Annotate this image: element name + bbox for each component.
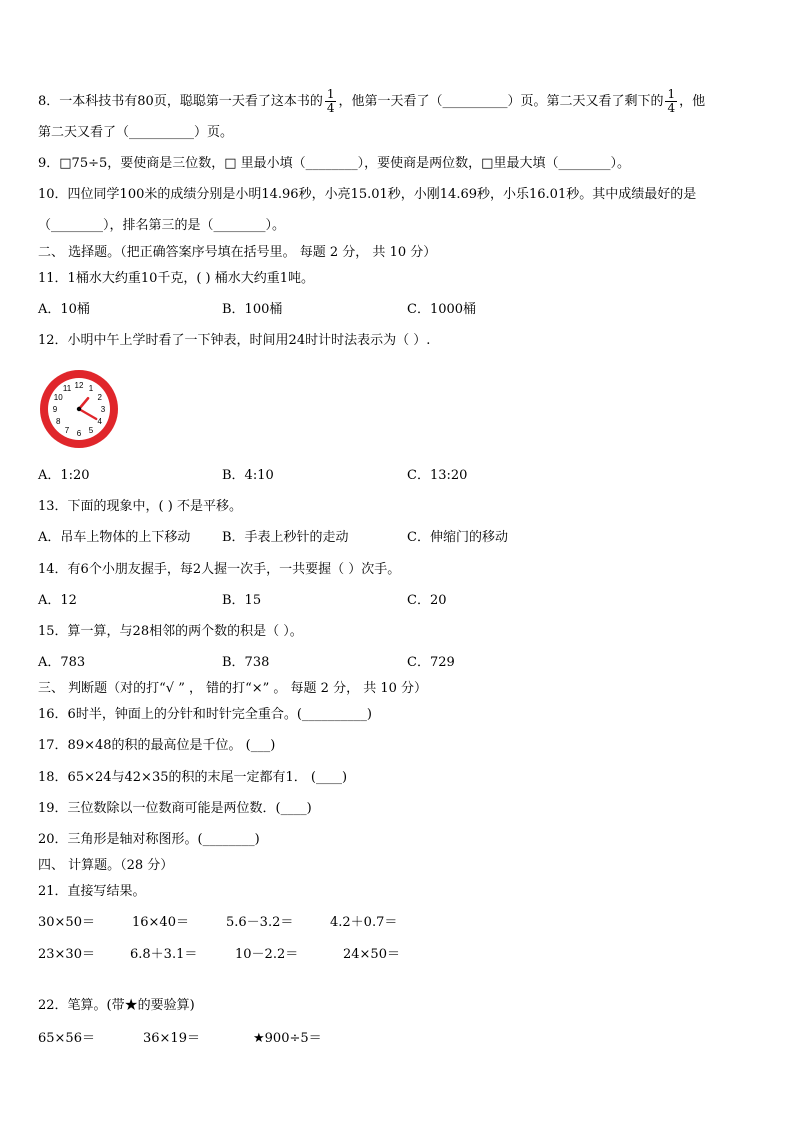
clock-number: 2	[97, 393, 103, 402]
q22-item: 36×19＝	[143, 1031, 200, 1046]
q21-item: 30×50＝	[38, 915, 95, 930]
clock-number: 5	[88, 425, 94, 435]
q21-item: 6.8＋3.1＝	[130, 947, 198, 962]
section-4-heading: 四、 计算题。（28 分）	[38, 858, 174, 873]
q13-option-c: C．伸缩门的移动	[407, 530, 508, 545]
question-11: 11．1桶水大约重10千克，( ) 桶水大约重1吨。	[38, 271, 315, 286]
question-19: 19．三位数除以一位数商可能是两位数．(____)	[38, 801, 312, 816]
q11-option-b: B．100桶	[222, 302, 283, 317]
clock-number: 11	[62, 384, 72, 394]
clock-number: 4	[97, 417, 103, 426]
question-21-title: 21．直接写结果。	[38, 884, 146, 899]
clock-number: 7	[64, 425, 70, 435]
q11-option-a: A．10桶	[38, 302, 90, 317]
q21-item: 16×40＝	[132, 915, 189, 930]
q21-item: 24×50＝	[343, 947, 400, 962]
clock-number: 9	[52, 405, 58, 414]
q14-option-a: A．12	[38, 593, 77, 608]
question-10-line-1: 10．四位同学100米的成绩分别是小明14.96秒，小亮15.01秒，小刚14.69秒，小乐16.01秒。其中成绩最好的是	[38, 187, 697, 202]
q21-item: 5.6－3.2＝	[226, 915, 294, 930]
question-14: 14．有6个小朋友握手，每2人握一次手，一共要握（ ）次手。	[38, 562, 401, 577]
q21-item: 23×30＝	[38, 947, 95, 962]
q8-text-part1: 8．一本科技书有80页，聪聪第一天看了这本书的	[38, 94, 323, 109]
question-15: 15．算一算，与28相邻的两个数的积是（ ）。	[38, 624, 303, 639]
q12-option-b: B．4:10	[222, 468, 274, 483]
q8-text-part3: ，他	[679, 94, 706, 109]
q21-item: 4.2＋0.7＝	[330, 915, 398, 930]
question-8-line-1	[38, 88, 705, 115]
q22-item: 65×56＝	[38, 1031, 95, 1046]
q14-option-c: C．20	[407, 593, 447, 608]
question-17: 17．89×48的积的最高位是千位。 (___)	[38, 738, 276, 753]
q14-option-b: B．15	[222, 593, 262, 608]
q15-option-c: C．729	[407, 655, 455, 670]
clock-number: 12	[74, 381, 84, 390]
question-12: 12．小明中午上学时看了一下钟表，时间用24时计时法表示为（ ）.	[38, 333, 431, 348]
q15-option-b: B．738	[222, 655, 270, 670]
q22-item: ★900÷5＝	[253, 1031, 322, 1046]
q8-text-part2: ，他第一天看了（__________）页。第二天又看了剩下的	[338, 94, 664, 109]
section-2-heading: 二、 选择题。（把正确答案序号填在括号里。 每题 2 分， 共 10 分）	[38, 245, 437, 260]
q15-option-a: A．783	[38, 655, 86, 670]
clock-number: 1	[88, 384, 94, 394]
q13-option-b: B．手表上秒针的走动	[222, 530, 349, 545]
clock-number: 6	[76, 429, 82, 438]
q11-option-c: C．1000桶	[407, 302, 477, 317]
q13-option-a: A．吊车上物体的上下移动	[38, 530, 191, 545]
question-22-title: 22．笔算。(带★的要验算)	[38, 998, 195, 1013]
question-10-line-2: （________），排名第三的是（________）。	[38, 218, 286, 233]
question-13: 13．下面的现象中，( ) 不是平移。	[38, 499, 242, 514]
fraction-one-quarter-2: $\frac{1}{4}$	[667, 87, 676, 115]
clock-icon	[38, 368, 120, 450]
clock-number: 8	[55, 417, 61, 426]
clock-center	[77, 407, 81, 411]
question-8-line-2: 第二天又看了（__________）页。	[38, 125, 234, 140]
question-16: 16．6时半，钟面上的分针和时针完全重合。(__________)	[38, 707, 372, 722]
question-9: 9．□75÷5，要使商是三位数，□ 里最小填（________），要使商是两位数，□里最大填（________）。	[38, 156, 630, 171]
question-20: 20．三角形是轴对称图形。(________)	[38, 832, 260, 847]
clock-number: 3	[100, 405, 106, 414]
q12-option-c: C．13:20	[407, 468, 468, 483]
section-3-heading: 三、 判断题（对的打“√ ” ， 错的打“×” 。 每题 2 分， 共 10 分）	[38, 681, 428, 696]
q21-item: 10－2.2＝	[235, 947, 299, 962]
clock-number: 10	[53, 393, 63, 402]
fraction-one-quarter: $\frac{1}{4}$	[326, 87, 335, 115]
q12-option-a: A．1:20	[38, 468, 90, 483]
question-18: 18．65×24与42×35的积的末尾一定都有1． (____)	[38, 770, 348, 785]
